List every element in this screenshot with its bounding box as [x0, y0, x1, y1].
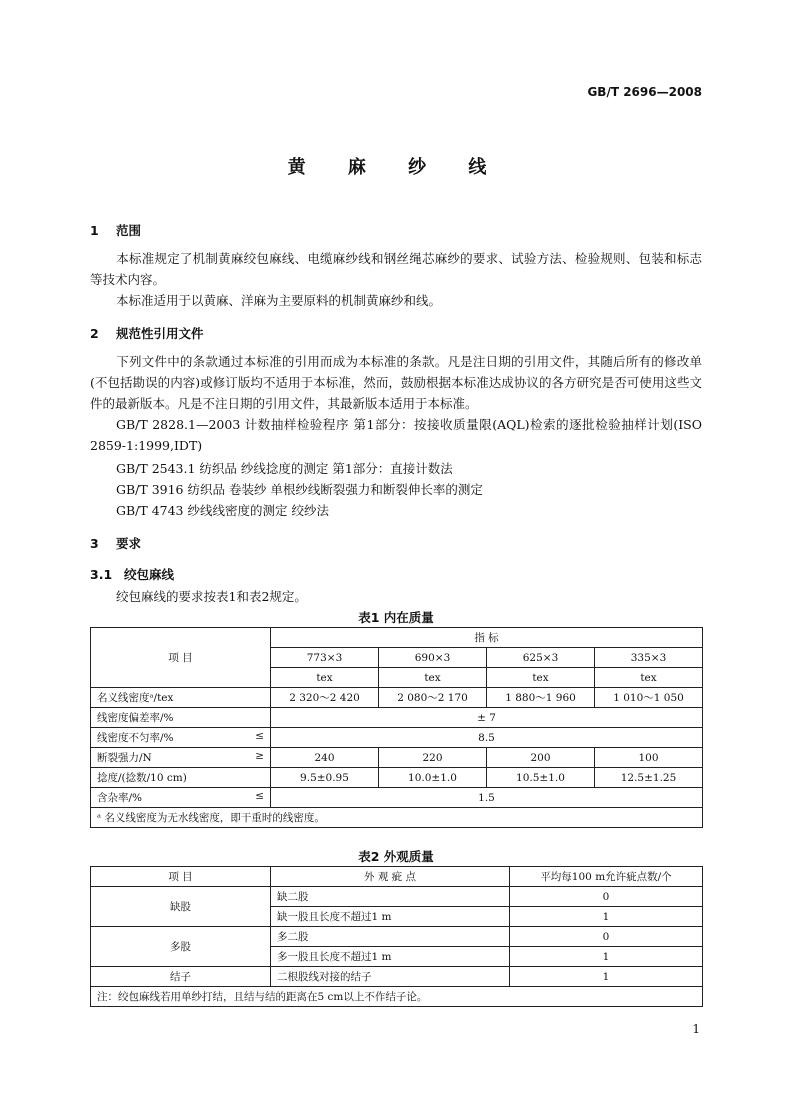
count-cell: 1 — [510, 967, 703, 987]
value-cell: 220 — [379, 748, 487, 768]
value-cell: 1.5 — [271, 788, 703, 808]
table-appearance-quality — [90, 866, 703, 1007]
defect-header: 外 观 疵 点 — [271, 867, 510, 887]
unit-cell: tex — [271, 668, 379, 688]
value-cell: 9.5±0.95 — [271, 768, 379, 788]
table-intrinsic-quality — [90, 627, 703, 828]
reference-text: GB/T 2828.1—2003 计数抽样检验程序 第1部分：按接收质量限(AQL)检索的逐批检验抽样计划(ISO 2859-1:1999,IDT) — [90, 417, 702, 453]
value-cell: 1 880～1 960 — [487, 688, 595, 708]
defect-cell: 缺一股且长度不超过1 m — [271, 907, 510, 927]
defect-cell: 多二股 — [271, 927, 510, 947]
table1-caption: 表1 内在质量 — [358, 610, 434, 625]
table-row — [91, 788, 703, 808]
table-note: 注：绞包麻线若用单纱打结，且结与结的距离在5 cm以上不作结子论。 — [91, 987, 703, 1007]
reference-item: GB/T 4743 纱线线密度的测定 绞纱法 — [116, 503, 329, 518]
value-cell: ± 7 — [271, 708, 703, 728]
row-label: 捻度/(捻数/10 cm) — [91, 768, 271, 788]
table-row — [91, 927, 703, 947]
table-row — [91, 688, 703, 708]
spec-cell: 625×3 — [487, 648, 595, 668]
paragraph — [90, 248, 702, 290]
defect-cell: 缺二股 — [271, 887, 510, 907]
group-label: 缺股 — [91, 887, 271, 927]
item-header: 项 目 — [91, 867, 271, 887]
table-row — [91, 887, 703, 907]
defect-cell: 二根股线对接的结子 — [271, 967, 510, 987]
value-cell: 200 — [487, 748, 595, 768]
paragraph-text: 下列文件中的条款通过本标准的引用而成为本标准的条款。凡是注日期的引用文件，其随后所有的修改单(不包括勘误的内容)或修订版均不适用于本标准，然而，鼓励根据本标准达成协议的各方研究是否可使用这些文件的最新版本。凡是不注日期的引用文件，其最新版本适用于本标准。 — [90, 354, 702, 411]
table-row — [91, 728, 703, 748]
value-cell: 100 — [595, 748, 703, 768]
count-cell: 0 — [510, 927, 703, 947]
row-label: 断裂强力/N ≥ — [91, 748, 271, 768]
value-cell: 12.5±1.25 — [595, 768, 703, 788]
section-number: 2 — [90, 326, 99, 341]
value-cell: 2 320～2 420 — [271, 688, 379, 708]
row-label: 线密度偏差率/% — [91, 708, 271, 728]
value-cell: 2 080～2 170 — [379, 688, 487, 708]
table-row — [91, 967, 703, 987]
document-title: 黄 麻 纱 线 — [287, 157, 505, 178]
paragraph: 绞包麻线的要求按表1和表2规定。 — [116, 589, 307, 604]
row-label: 含杂率/% ≤ — [91, 788, 271, 808]
group-label: 结子 — [91, 967, 271, 987]
reference-item: GB/T 3916 纺织品 卷装纱 单根纱线断裂强力和断裂伸长率的测定 — [116, 482, 483, 497]
section-number: 3.1 — [90, 567, 113, 582]
comparison-symbol: ≤ — [255, 730, 264, 742]
comparison-symbol: ≥ — [255, 750, 264, 762]
paragraph — [90, 290, 702, 311]
spec-cell: 773×3 — [271, 648, 379, 668]
value-cell: 1 010～1 050 — [595, 688, 703, 708]
defect-cell: 多一股且长度不超过1 m — [271, 947, 510, 967]
row-label: 线密度不匀率/% ≤ — [91, 728, 271, 748]
value-cell: 8.5 — [271, 728, 703, 748]
reference-item: GB/T 2543.1 纺织品 纱线捻度的测定 第1部分：直接计数法 — [116, 461, 453, 476]
section-title: 要求 — [116, 536, 142, 551]
spec-cell: 690×3 — [379, 648, 487, 668]
standard-number: GB/T 2696—2008 — [587, 85, 702, 99]
count-cell: 0 — [510, 887, 703, 907]
table-footnote: ᵃ 名义线密度为无水线密度，即干重时的线密度。 — [91, 808, 703, 828]
unit-cell: tex — [379, 668, 487, 688]
table-row — [91, 748, 703, 768]
section-1-heading — [90, 221, 141, 239]
unit-cell: tex — [487, 668, 595, 688]
row-label: 名义线密度ᵃ/tex — [91, 688, 271, 708]
table-row — [91, 768, 703, 788]
paragraph — [90, 351, 702, 414]
value-cell: 240 — [271, 748, 379, 768]
table-row — [91, 708, 703, 728]
value-cell: 10.5±1.0 — [487, 768, 595, 788]
section-number: 3 — [90, 536, 99, 551]
index-header: 指 标 — [271, 628, 703, 648]
count-header: 平均每100 m允许疵点数/个 — [510, 867, 703, 887]
section-number: 1 — [90, 223, 99, 238]
table2-caption: 表2 外观质量 — [358, 849, 434, 864]
section-title: 范围 — [116, 223, 142, 238]
count-cell: 1 — [510, 907, 703, 927]
item-header: 项 目 — [91, 628, 271, 688]
reference-item — [90, 414, 702, 456]
paragraph-text: 本标准适用于以黄麻、洋麻为主要原料的机制黄麻纱和线。 — [116, 293, 442, 308]
unit-cell: tex — [595, 668, 703, 688]
comparison-symbol: ≤ — [255, 790, 264, 802]
subsection-3-1-heading — [90, 565, 174, 583]
value-cell: 10.0±1.0 — [379, 768, 487, 788]
page-number: 1 — [692, 1022, 700, 1036]
count-cell: 1 — [510, 947, 703, 967]
section-title: 绞包麻线 — [124, 567, 175, 582]
group-label: 多股 — [91, 927, 271, 967]
section-title: 规范性引用文件 — [116, 326, 204, 341]
paragraph-text: 本标准规定了机制黄麻绞包麻线、电缆麻纱线和钢丝绳芯麻纱的要求、试验方法、检验规则、包装和标志等技术内容。 — [90, 251, 702, 287]
section-2-heading — [90, 324, 204, 342]
section-3-heading — [90, 534, 141, 552]
spec-cell: 335×3 — [595, 648, 703, 668]
